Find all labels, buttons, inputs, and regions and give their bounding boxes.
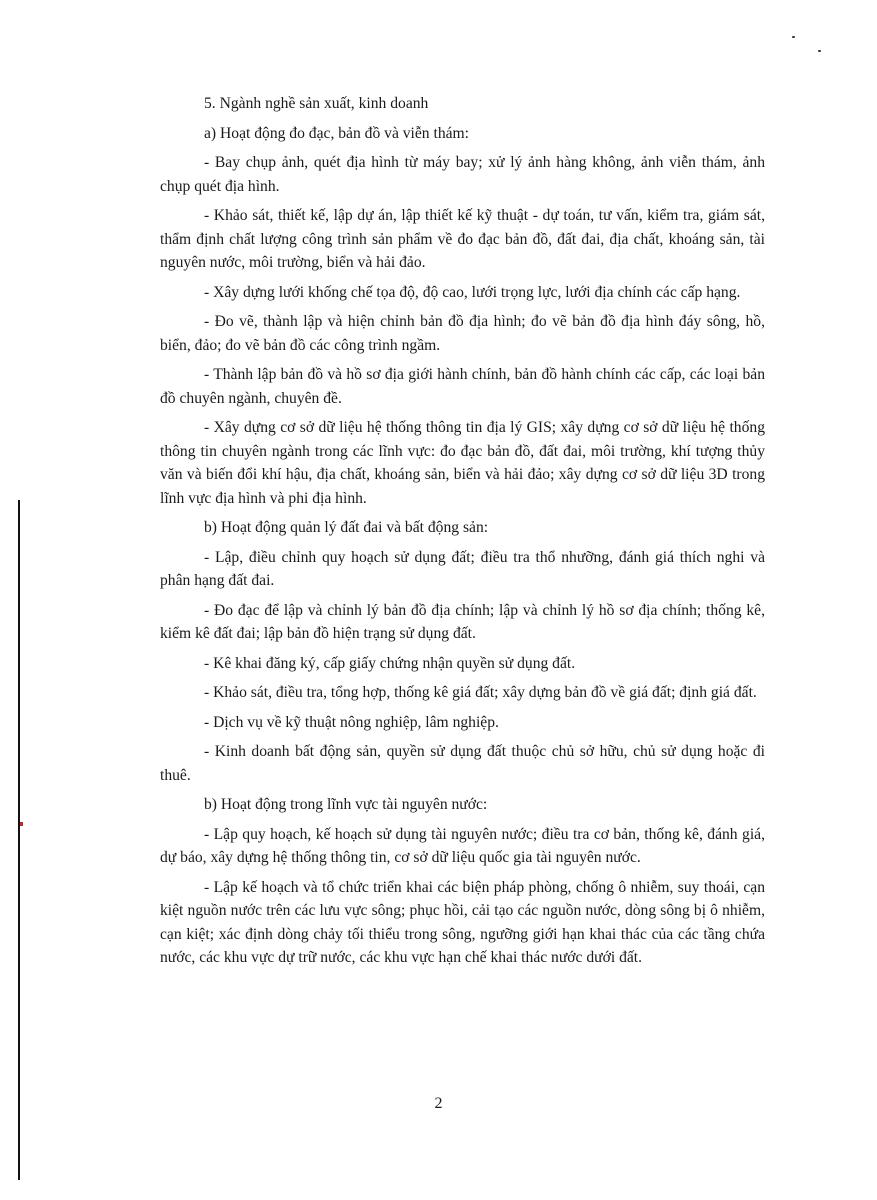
list-item: - Lập, điều chỉnh quy hoạch sử dụng đất; điều tra thổ nhưỡng, đánh giá thích nghi và phân hạng đất đai. [160, 548, 765, 589]
list-item: - Xây dựng cơ sở dữ liệu hệ thống thông tin địa lý GIS; xây dựng cơ sở dữ liệu hệ thống thông tin chuyên ngành trong các lĩnh vực: đo đạc bản đồ, đất đai, môi trường, khí tượng thủy văn và biến đổi khí hậu, địa chất, khoáng sản, biển và hải đảo; xây dựng cơ sở dữ liệu 3D trong lĩnh vực địa hình và phi địa hình. [160, 419, 765, 507]
list-item: - Lập kế hoạch và tổ chức triển khai các biện pháp phòng, chống ô nhiễm, suy thoái, cạn kiệt nguồn nước trên các lưu vực sông; phục hồi, cải tạo các nguồn nước, dòng sông bị ô nhiễm, cạn kiệt; xác định dòng chảy tối thiểu trong sông, ngưỡng giới hạn khai thác của các tầng chứa nước, các khu vực dự trữ nước, các khu vực hạn chế khai thác nước dưới đất. [160, 878, 765, 966]
list-item: - Lập quy hoạch, kế hoạch sử dụng tài nguyên nước; điều tra cơ bản, thống kê, đánh giá, dự báo, xây dựng hệ thống thông tin, cơ sở dữ liệu quốc gia tài nguyên nước. [160, 825, 765, 866]
scan-edge-line [18, 500, 20, 1180]
list-item: - Khảo sát, thiết kế, lập dự án, lập thiết kế kỹ thuật - dự toán, tư vấn, kiểm tra, giám sát, thẩm định chất lượng công trình sản phẩm về đo đạc bản đồ, đất đai, địa chất, khoáng sản, tài nguyên nước, môi trường, biển và hải đảo. [160, 207, 765, 271]
page-number: 2 [434, 1095, 443, 1112]
list-item: - Kinh doanh bất động sản, quyền sử dụng đất thuộc chủ sở hữu, chủ sử dụng hoặc đi thuê. [160, 743, 765, 784]
scan-speck [792, 36, 795, 38]
list-item: - Đo vẽ, thành lập và hiện chỉnh bản đồ địa hình; đo vẽ bản đồ địa hình đáy sông, hồ, biển, đảo; đo vẽ bản đồ các công trình ngầm. [160, 313, 765, 354]
list-item: - Dịch vụ về kỹ thuật nông nghiệp, lâm nghiệp. [204, 713, 499, 731]
scan-mark [20, 822, 23, 826]
list-item: - Thành lập bản đồ và hồ sơ địa giới hành chính, bản đồ hành chính các cấp, các loại bản đồ chuyên ngành, chuyên đề. [160, 366, 765, 407]
scan-speck [818, 50, 821, 52]
document-body [160, 92, 765, 976]
subsection-title-b-land: b) Hoạt động quản lý đất đai và bất động sản: [204, 519, 489, 536]
subsection-title-b-water: b) Hoạt động trong lĩnh vực tài nguyên nước: [204, 796, 488, 813]
list-item: - Đo đạc để lập và chỉnh lý bản đồ địa chính; lập và chỉnh lý hồ sơ địa chính; thống kê, kiểm kê đất đai; lập bản đồ hiện trạng sử dụng đất. [160, 601, 765, 642]
section-title: 5. Ngành nghề sản xuất, kinh doanh [204, 95, 429, 112]
list-item: - Kê khai đăng ký, cấp giấy chứng nhận quyền sử dụng đất. [204, 654, 576, 672]
list-item: - Bay chụp ảnh, quét địa hình từ máy bay; xử lý ảnh hàng không, ảnh viễn thám, ảnh chụp quét địa hình. [160, 154, 765, 195]
list-item: - Khảo sát, điều tra, tổng hợp, thống kê giá đất; xây dựng bản đồ về giá đất; định giá đất. [204, 684, 757, 701]
list-item: - Xây dựng lưới khống chế tọa độ, độ cao, lưới trọng lực, lưới địa chính các cấp hạng. [204, 283, 741, 301]
subsection-title-a: a) Hoạt động đo đạc, bản đồ và viễn thám: [204, 124, 470, 142]
